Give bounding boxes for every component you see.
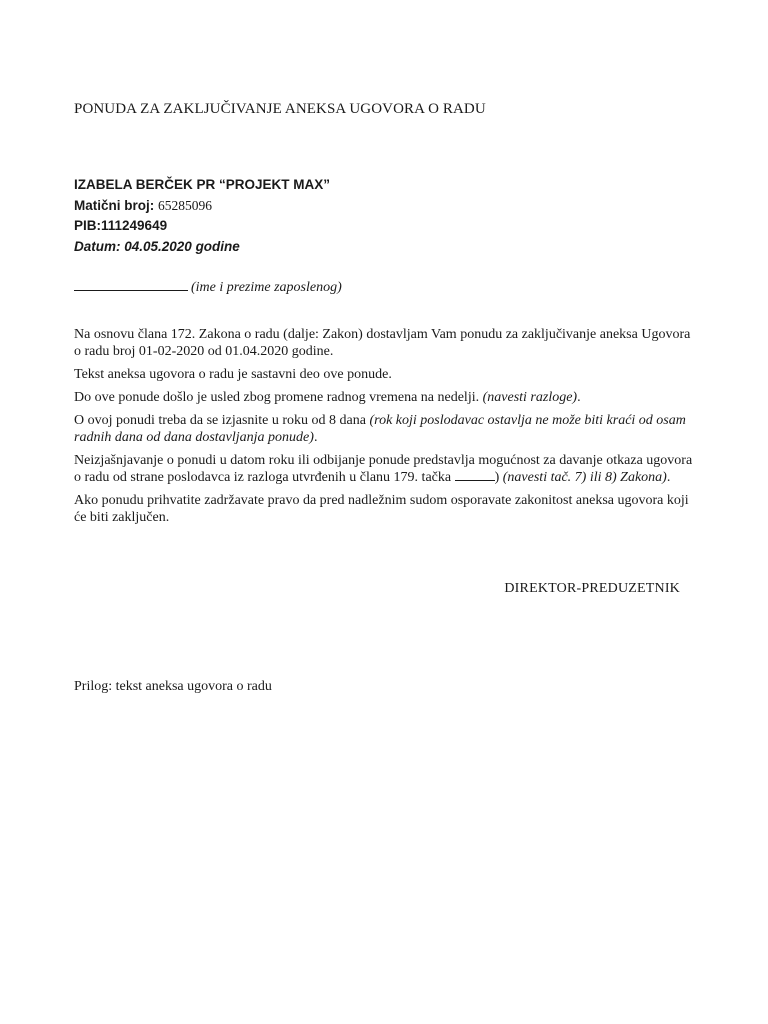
signature-label: DIREKTOR-PREDUZETNIK: [504, 581, 680, 596]
clause-blank: [455, 469, 495, 481]
registration-number-label: Matični broj:: [74, 197, 155, 213]
termination-end: .: [666, 470, 671, 485]
document-title: PONUDA ZA ZAKLJUČIVANJE ANEKSA UGOVORA O RADU: [74, 101, 486, 117]
company-info: [74, 175, 330, 257]
paragraph-reason: [74, 389, 698, 406]
deadline-hint: (rok koji poslodavac ostavlja ne može biti kraći od osam radnih dana od dana dostavljanja ponude): [74, 413, 686, 445]
reason-text: Do ove ponude došlo je usled zbog promene radnog vremena na nedelji.: [74, 390, 483, 405]
document-date: Datum: 04.05.2020 godine: [74, 238, 240, 254]
termination-text: Neizjašnjavanje o ponudi u datom roku ili odbijanje ponude predstavlja mogućnost za davanje otkaza ugovora o radu od strane poslodavca iz razloga utvrđenih u članu 179. tačka: [74, 453, 693, 485]
reason-end: .: [577, 390, 581, 405]
deadline-end: .: [313, 430, 318, 445]
registration-number-value: 65285096: [158, 197, 213, 213]
document-body: [74, 326, 698, 532]
paragraph-termination: [74, 452, 698, 486]
employee-name-blank: [74, 278, 188, 291]
employee-name-field: [74, 278, 342, 296]
paragraph-rights: Ako ponudu prihvatite zadržavate pravo da pred nadležnim sudom osporavate zakonitost aneksa ugovora koji će biti zaključen.: [74, 493, 689, 525]
employee-name-hint: (ime i prezime zaposlenog): [191, 280, 342, 295]
paragraph-deadline: [74, 412, 698, 446]
paragraph-annex-text: Tekst aneksa ugovora o radu je sastavni deo ove ponude.: [74, 367, 392, 382]
company-name: IZABELA BERČEK PR “PROJEKT MAX”: [74, 177, 331, 192]
termination-hint: (navesti tač. 7) ili 8) Zakona): [502, 470, 667, 485]
attachment-note: Prilog: tekst aneksa ugovora o radu: [74, 679, 272, 694]
reason-hint: (navesti razloge): [482, 390, 578, 405]
deadline-text: O ovoj ponudi treba da se izjasnite u roku od 8 dana: [74, 413, 370, 428]
tax-id: PIB:111249649: [74, 218, 168, 233]
paragraph-legal-basis: Na osnovu člana 172. Zakona o radu (dalje: Zakon) dostavljam Vam ponudu za zaključivanje aneksa Ugovora o radu broj 01-02-2020 od 01.04.2020 godine.: [74, 327, 691, 359]
termination-close: ): [494, 470, 503, 485]
